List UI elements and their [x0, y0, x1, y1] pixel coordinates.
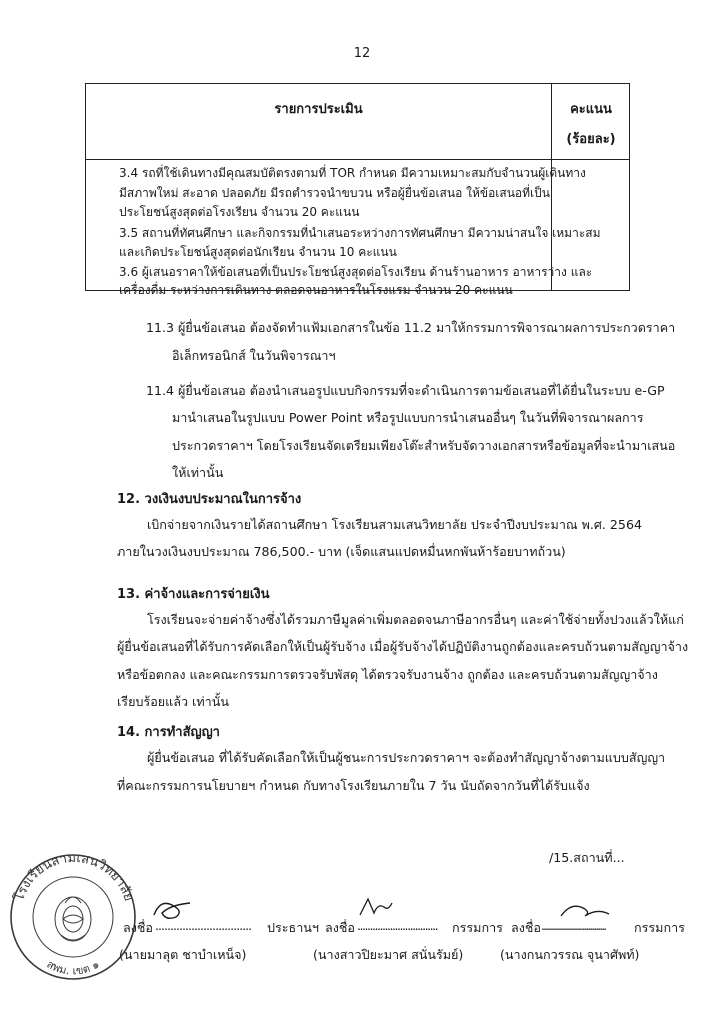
paragraph-11-3-line1: 11.3 ผู้ยื่นข้อเสนอ ต้องจัดทำแฟ้มเอกสารในข้อ 11.2 มาให้กรรมการพิจารณาผลการประกวดราคา	[146, 320, 676, 335]
signature-2-name: (นางสาวปิยะมาศ สนั่นรัมย์)	[313, 947, 464, 962]
paragraph-11-4-line1: 11.4 ผู้ยื่นข้อเสนอ ต้องนำเสนอรูปแบบกิจกรรมที่จะดำเนินการตามข้อเสนอที่ได้ยื่นในระบบ e-GP	[146, 383, 665, 398]
paragraph-14-line1: ผู้ยื่นข้อเสนอ ที่ได้รับคัดเลือกให้เป็นผู้ชนะการประกวดราคาฯ จะต้องทำสัญญาจ้างตามแบบสัญญา	[147, 750, 666, 765]
signature-3-dotted-line: ................................	[541, 918, 606, 933]
table-row-3-4-line1: 3.4 รถที่ใช้เดินทางมีคุณสมบัติตรงตามที่ TOR กำหนด มีความเหมาะสมกับจำนวนผู้เดินทาง	[119, 166, 586, 180]
table-row-3-6-line2: เครื่องดื่ม ระหว่างการเดินทาง ตลอดจนอาหารในโรงแรม จำนวน 20 คะแนน	[119, 283, 513, 297]
signature-3-role: กรรมการ	[634, 920, 685, 935]
signature-1-prefix: ลงชื่อ	[123, 920, 153, 935]
table-row-3-4-line3: ประโยชน์สูงสุดต่อโรงเรียน จำนวน 20 คะแนน	[119, 205, 360, 219]
seal-top-text: โรงเรียนสามเสนวิทยาลัย	[12, 850, 136, 904]
signature-2-role: กรรมการ	[452, 920, 503, 935]
paragraph-13-line4: เรียบร้อยแล้ว เท่านั้น	[117, 694, 229, 709]
signature-1-handwriting	[150, 895, 195, 923]
paragraph-11-4-line2: มานำเสนอในรูปแบบ Power Point หรือรูปแบบการนำเสนออื่นๆ ในวันที่พิจารณาผลการ	[172, 410, 644, 425]
paragraph-11-4-line3: ประกวดราคาฯ โดยโรงเรียนจัดเตรียมเพียงโต๊ะสำหรับจัดวางเอกสารหรือข้อมูลที่จะนำมาเสนอ	[172, 438, 676, 453]
evaluation-table	[85, 83, 630, 297]
table-row-3-4-line2: มีสภาพใหม่ สะอาด ปลอดภัย มีรถตำรวจนำขบวน หรือผู้ยื่นข้อเสนอ ให้ข้อเสนอที่เป็น	[119, 186, 550, 200]
table-row-3-5-line2: และเกิดประโยชน์สูงสุดต่อนักเรียน จำนวน 10 คะแนน	[119, 245, 397, 259]
page-number: 12	[353, 46, 371, 61]
signature-1-dotted-line: ................................	[155, 918, 252, 933]
signature-2-dotted-line: ................................	[357, 918, 438, 933]
table-header-score-unit: (ร้อยละ)	[566, 132, 616, 147]
paragraph-12-line1: เบิกจ่ายจากเงินรายได้สถานศึกษา โรงเรียนสามเสนวิทยาลัย ประจำปีงบประมาณ พ.ศ. 2564	[147, 517, 642, 532]
continued-marker: /15.สถานที่...	[549, 850, 625, 865]
signature-1-role: ประธานฯ	[267, 920, 319, 935]
section-14-heading: 14. การทำสัญญา	[117, 725, 220, 740]
paragraph-13-line3: หรือข้อตกลง และคณะกรรมการตรวจรับพัสดุ ได้ตรวจรับงานจ้าง ถูกต้อง และครบถ้วนตามสัญญาจ้าง	[117, 667, 658, 682]
paragraph-11-4-line4: ให้เท่านั้น	[172, 465, 224, 480]
signature-3-name: (นางกนกวรรณ จุนาศัพท์)	[500, 947, 640, 962]
table-divider-horizontal	[86, 159, 629, 160]
seal-bottom-text: สพม. เขต ๑	[44, 957, 102, 978]
table-row-3-5-line1: 3.5 สถานที่ทัศนศึกษา และกิจกรรมที่นำเสนอระหว่างการทัศนศึกษา มีความน่าสนใจ เหมาะสม	[119, 226, 601, 240]
table-row-3-6-line1: 3.6 ผู้เสนอราคาให้ข้อเสนอที่เป็นประโยชน์สูงสุดต่อโรงเรียน ด้านร้านอาหาร อาหารว่าง และ	[119, 265, 593, 279]
paragraph-12-line2: ภายในวงเงินงบประมาณ 786,500.- บาท (เจ็ดแสนแปดหมื่นหกพันห้าร้อยบาทถ้วน)	[117, 544, 566, 559]
table-header-score: คะแนน	[570, 102, 612, 117]
signature-3-prefix: ลงชื่อ	[511, 920, 541, 935]
paragraph-11-3-line2: อิเล็กทรอนิกส์ ในวันพิจารณาฯ	[172, 348, 336, 363]
signature-2-handwriting	[356, 893, 394, 921]
signature-3-handwriting	[557, 900, 612, 924]
paragraph-14-line2: ที่คณะกรรมการนโยบายฯ กำหนด กับทางโรงเรียนภายใน 7 วัน นับถัดจากวันที่ได้รับแจ้ง	[117, 778, 590, 793]
section-13-heading: 13. ค่าจ้างและการจ่ายเงิน	[117, 587, 270, 602]
section-12-heading: 12. วงเงินงบประมาณในการจ้าง	[117, 492, 302, 507]
signature-1-name: (นายมาลุต ชาบำเหน็จ)	[119, 947, 247, 962]
paragraph-13-line2: ผู้ยื่นข้อเสนอที่ได้รับการคัดเลือกให้เป็นผู้รับจ้าง เมื่อผู้รับจ้างได้ปฏิบัติงานถูกต้องและครบถ้วนตามสัญญาจ้าง	[117, 639, 689, 654]
seal-emblem-icon	[55, 897, 91, 941]
table-header-items: รายการประเมิน	[274, 102, 363, 117]
paragraph-13-line1: โรงเรียนจะจ่ายค่าจ้างซึ่งได้รวมภาษีมูลค่าเพิ่มตลอดจนภาษีอากรอื่นๆ และค่าใช้จ่ายทั้งปวงแล้วให้แก่	[147, 612, 684, 627]
signature-2-prefix: ลงชื่อ	[325, 920, 355, 935]
